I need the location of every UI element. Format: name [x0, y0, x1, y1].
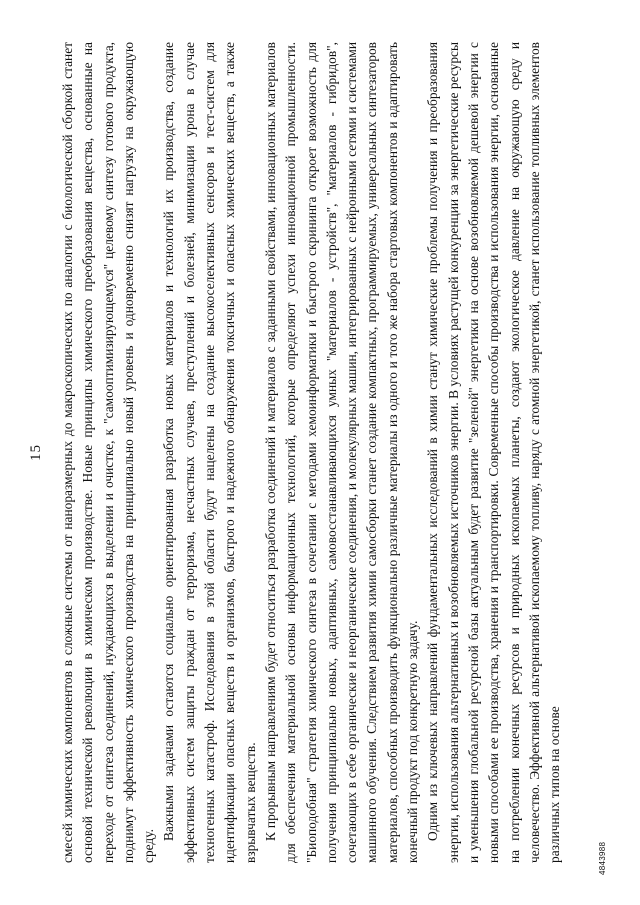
page-number: 15 [28, 444, 44, 461]
paragraph: Важными задачами остаются социально ориентированная разработка новых материалов и технологий их производства, создание эффективных систем защиты граждан от терроризма, несчастных случаев, преступлений и болезней, минимизации урона в случае техногенных катастроф. Исследования в этой области будут нацелены на создание высокоселективных сенсоров и тест-систем для идентификации опасных веществ и организмов, быстрого и надежного обнаружения токсичных и опасных химических веществ, а также взрывчатых веществ. [161, 42, 258, 863]
body-text [58, 42, 600, 863]
paragraph: Одним из ключевых направлений фундаментальных исследований в химии станут химические проблемы получения и преобразования энергии, использования альтернативных и возобновляемых источников энергии. В условиях растущей конкуренции за энергетические ресурсы и уменьшения глобальной ресурсной базы актуальным будет развитие "зеленой" энергетики на основе возобновляемой дешевой энергии с новыми способами ее производства, хранения и транспортировки. Современные способы производства и использования энергии, основанные на потреблении конечных ресурсов и природных ископаемых планеты, создают экологическое давление на окружающую среду и человечество. Эффективной альтернативой ископаемому топливу, наряду с атомной энергетикой, станет использование топливных элементов различных типов на основе [425, 42, 563, 863]
document-id: 4843988 [598, 841, 607, 875]
paragraph: смесей химических компонентов в сложные системы от наноразмерных до макроскопических по аналогии с биологической сборкой станет основой технической революции в химическом производстве. Новые принципы химического преобразования вещества, основанные на переходе от синтеза соединений, нуждающихся в выделении и очистке, к "самооптимизирующемуся" целевому синтезу готового продукта, поднимут эффективность химического производства на принципиально новый уровень и одновременно снизят нагрузку на окружающую среду. [60, 42, 157, 863]
paragraph: К прорывным направлениям будет относиться разработка соединений и материалов с заданными свойствами, инновационных материалов для обеспечения материальной основы информационных технологий, которые определяют успехи инновационной промышленности. "Биоподобная" стратегия химического синтеза в сочетании с методами хемоинформатики и быстрого скрининга откроет возможность для получения принципиально новых, адаптивных, самовосстанавливающихся умных "материалов - устройств", "материалов - гибридов", сочетающих в себе органические и неорганические соединения, и молекулярных машин, интегрированных с нейронными сетями и системами машинного обучения. Следствием развития химии самосборки станет создание компактных, программируемых, универсальных синтезаторов материалов, способных производить функционально различные материалы из одного и того же набора стартовых компонентов и адаптировать конечный продукт под конкретную задачу. [262, 42, 421, 863]
